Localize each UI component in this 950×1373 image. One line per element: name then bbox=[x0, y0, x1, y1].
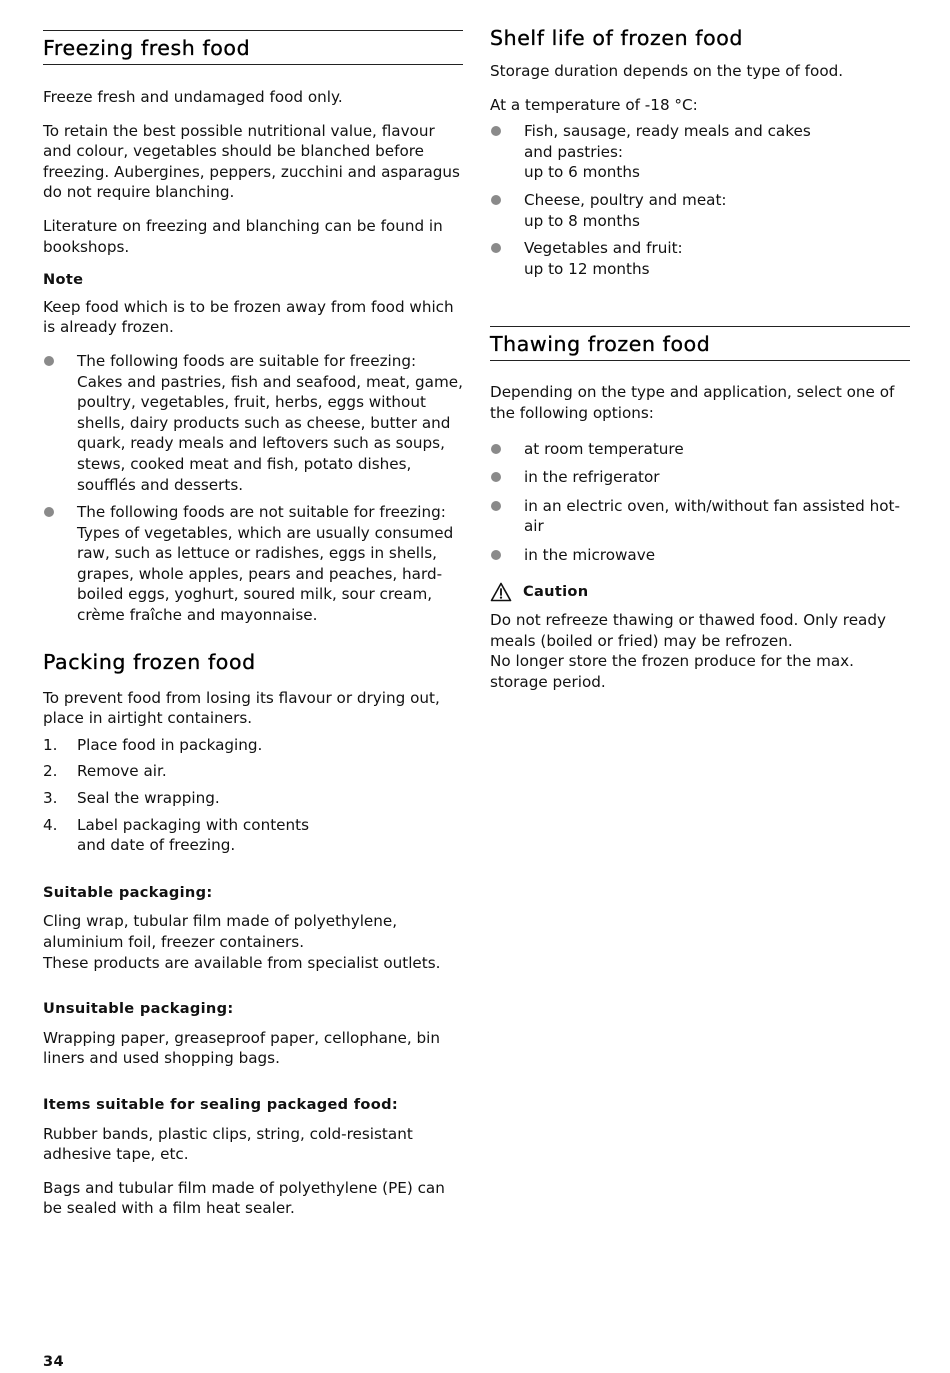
bullet-icon bbox=[491, 472, 501, 482]
temperature-text: At a temperature of -18 °C: bbox=[490, 95, 698, 114]
caution-text: Do not refreeze thawing or thawed food. Only ready meals (boiled or fried) may be refrozen. No longer store the frozen produce for the max. storage period. bbox=[490, 611, 886, 691]
bullet-icon bbox=[491, 243, 501, 253]
suitable-packaging-text: Cling wrap, tubular film made of polyethylene, aluminium foil, freezer containers. These products are available from specialist outlets. bbox=[43, 912, 441, 972]
list-item: The following foods are not suitable for freezing: Types of vegetables, which are usually consumed raw, such as lettuce or radishes, eggs in shells, grapes, whole apples, pears and peaches, hard-boiled eggs, yoghurt, soured milk, sour cream, crème fraîche and mayonnaise. bbox=[43, 502, 463, 626]
bullet-icon bbox=[491, 550, 501, 560]
bullet-icon bbox=[491, 444, 501, 454]
caution-heading bbox=[490, 582, 910, 603]
list-item: 1. Place food in packaging. bbox=[43, 735, 263, 754]
caution-label: Caution bbox=[523, 582, 589, 600]
packing-intro: To prevent food from losing its flavour or drying out, place in airtight containers. bbox=[43, 688, 440, 728]
packing-steps bbox=[43, 735, 463, 856]
page-number: 34 bbox=[43, 1353, 64, 1370]
bullet-icon bbox=[491, 126, 501, 136]
list-item: at room temperature bbox=[490, 439, 910, 460]
list-item: Vegetables and fruit: up to 12 months bbox=[490, 238, 910, 279]
unsuitable-packaging-text: Wrapping paper, greaseproof paper, cellophane, bin liners and used shopping bags. bbox=[43, 1028, 441, 1068]
list-item: 3. Seal the wrapping. bbox=[43, 789, 220, 808]
heat-sealer-text: Bags and tubular film made of polyethylene (PE) can be sealed with a film heat sealer. bbox=[43, 1178, 445, 1218]
shelf-life-intro: Storage duration depends on the type of food. bbox=[490, 62, 844, 80]
sealing-items-label: Items suitable for sealing packaged food: bbox=[43, 1095, 398, 1113]
heading-shelf-life: Shelf life of frozen food bbox=[490, 26, 743, 50]
list-item: in the microwave bbox=[490, 545, 910, 566]
heading-thawing-frozen-food: Thawing frozen food bbox=[490, 326, 910, 361]
suitable-packaging-label: Suitable packaging: bbox=[43, 883, 213, 901]
freezing-bullet-list bbox=[43, 351, 463, 626]
list-item: in the refrigerator bbox=[490, 467, 910, 488]
bullet-icon bbox=[491, 501, 501, 511]
thawing-options-list bbox=[490, 439, 910, 566]
unsuitable-packaging-label: Unsuitable packaging: bbox=[43, 1000, 234, 1018]
blanching-paragraph: To retain the best possible nutritional value, flavour and colour, vegetables should be blanched before freezing. Aubergines, peppers, zucchini and asparagus do not require blanching. bbox=[43, 121, 460, 202]
shelf-life-list bbox=[490, 121, 910, 279]
list-item: 2. Remove air. bbox=[43, 762, 167, 781]
bullet-icon bbox=[491, 195, 501, 205]
thawing-intro: Depending on the type and application, select one of the following options: bbox=[490, 383, 895, 422]
freezing-intro: Freeze fresh and undamaged food only. bbox=[43, 88, 343, 106]
right-column bbox=[490, 0, 910, 692]
list-item: Fish, sausage, ready meals and cakes and pastries: up to 6 months bbox=[490, 121, 910, 183]
bullet-icon bbox=[44, 507, 54, 517]
heading-packing-frozen-food: Packing frozen food bbox=[43, 649, 256, 674]
literature-paragraph: Literature on freezing and blanching can be found in bookshops. bbox=[43, 216, 443, 256]
sealing-items-text: Rubber bands, plastic clips, string, cold-resistant adhesive tape, etc. bbox=[43, 1124, 413, 1164]
note-label: Note bbox=[43, 271, 84, 289]
list-item: in an electric oven, with/without fan assisted hot-air bbox=[490, 496, 910, 537]
bullet-icon bbox=[44, 356, 54, 366]
list-item: 4. Label packaging with contents and date of freezing. bbox=[43, 815, 309, 855]
list-item: The following foods are suitable for freezing: Cakes and pastries, fish and seafood, meat, game, poultry, vegetables, fruit, herbs, eggs without shells, dairy products such as cheese, butter and quark, ready meals and leftovers such as soups, stews, cooked meat and fish, potato dishes, soufflés and desserts. bbox=[43, 351, 463, 495]
left-column bbox=[43, 0, 463, 1219]
list-item: Cheese, poultry and meat: up to 8 months bbox=[490, 190, 910, 231]
note-text: Keep food which is to be frozen away from food which is already frozen. bbox=[43, 297, 454, 337]
warning-triangle-icon bbox=[490, 582, 512, 602]
heading-freezing-fresh-food: Freezing fresh food bbox=[43, 30, 463, 65]
